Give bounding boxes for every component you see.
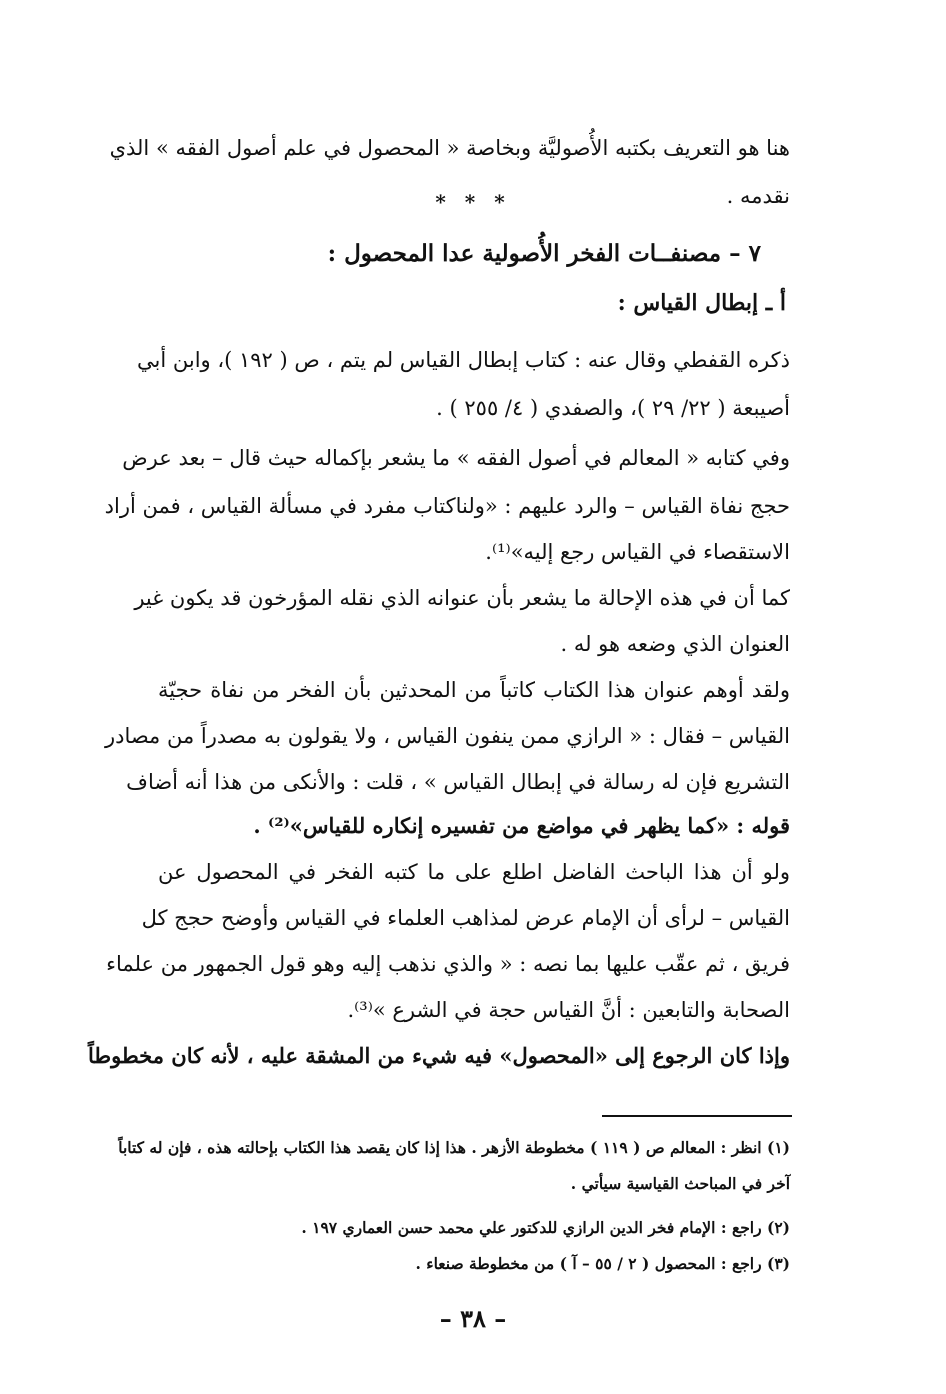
intro-line-1: هنا هو التعريف بكتبه الأُصوليَّة وبخاصة « المحصول في علم أصول الفقه » الذي [109, 136, 790, 160]
p2-line-3: الاستقصاء في القياس رجع إليه»⁽¹⁾. [485, 540, 790, 564]
footnote-1-line-1: (١) انظر : المعالم ص ( ١١٩ ) مخطوطة الأزهر . هذا إذا كان يقصد هذا الكتاب بإحالته هذه ، فإن له كتاباً [118, 1138, 790, 1157]
subheading: أ ـ إبطال القياس : [617, 290, 786, 316]
p5-line-2: القياس – لرأى أن الإمام عرض لمذاهب العلماء في القياس وأوضح حجج كل [141, 906, 790, 930]
p5-line-3: فريق ، ثم عقّب عليها بما نصه : « والذي نذهب إليه وهو قول الجمهور من علماء [106, 952, 790, 976]
p1-line-2: أصيبعة ( ٢٢/ ٢٩ )، والصفدي ( ٤/ ٢٥٥ ) . [436, 396, 790, 420]
p2-line-2: حجج نفاة القياس – والرد عليهم : «ولناكتاب مفرد في مسألة القياس ، فمن أراد [104, 494, 790, 518]
page-number: – ٣٨ – [439, 1304, 507, 1333]
p5-line-4: الصحابة والتابعين : أنَّ القياس حجة في الشرع »⁽³⁾. [347, 998, 790, 1022]
p3-line-2: العنوان الذي وضعه هو له . [560, 632, 790, 656]
footnote-divider [602, 1115, 792, 1117]
section-separator: * * * [435, 190, 511, 214]
p4-line-1: ولقد أوهم عنوان هذا الكتاب كاتباً من المحدثين بأن الفخر من نفاة حجيّة [158, 678, 790, 702]
p4-line-4: قوله : «كما يظهر في مواضع من تفسيره إنكاره للقياس»⁽²⁾ . [253, 813, 790, 838]
p1-line-1: ذكره القفطي وقال عنه : كتاب إبطال القياس لم يتم ، ص ( ١٩٢ )، وابن أبي [137, 348, 790, 372]
p4-line-2: القياس – فقال : « الرازي ممن ينفون القياس ، ولا يقولون به مصدراً من مصادر [104, 724, 790, 748]
p6-line-1: وإذا كان الرجوع إلى «المحصول» فيه شيء من المشقة عليه ، لأنه كان مخطوطاً [87, 1043, 790, 1068]
p5-line-1: ولو أن هذا الباحث الفاضل اطلع على ما كتبه الفخر في المحصول عن [158, 860, 790, 884]
footnote-1-line-2: آخر في المباحث القياسية سيأتي . [570, 1174, 790, 1193]
p2-line-1: وفي كتابه « المعالم في أصول الفقه » ما يشعر بإكماله حيث قال – بعد عرض [122, 446, 790, 470]
footnote-2: (٢) راجع : الإمام فخر الدين الرازي للدكتور علي محمد حسن العماري ١٩٧ . [301, 1218, 790, 1237]
p4-line-3: التشريع فإن له رسالة في إبطال القياس » ، قلت : والأنكى من هذا أنه أضاف [126, 770, 790, 794]
intro-line-2: نقدمه . [726, 184, 790, 208]
section-heading: ٧ – مصنفــات الفخر الأُصولية عدا المحصول : [327, 240, 761, 267]
footnote-3: (٣) راجع : المحصول ( ٢ / ٥٥ – آ ) من مخطوطة صنعاء . [415, 1254, 790, 1273]
p3-line-1: كما أن في هذه الإحالة ما يشعر بأن عنوانه الذي نقله المؤرخون قد يكون غير [134, 586, 790, 610]
